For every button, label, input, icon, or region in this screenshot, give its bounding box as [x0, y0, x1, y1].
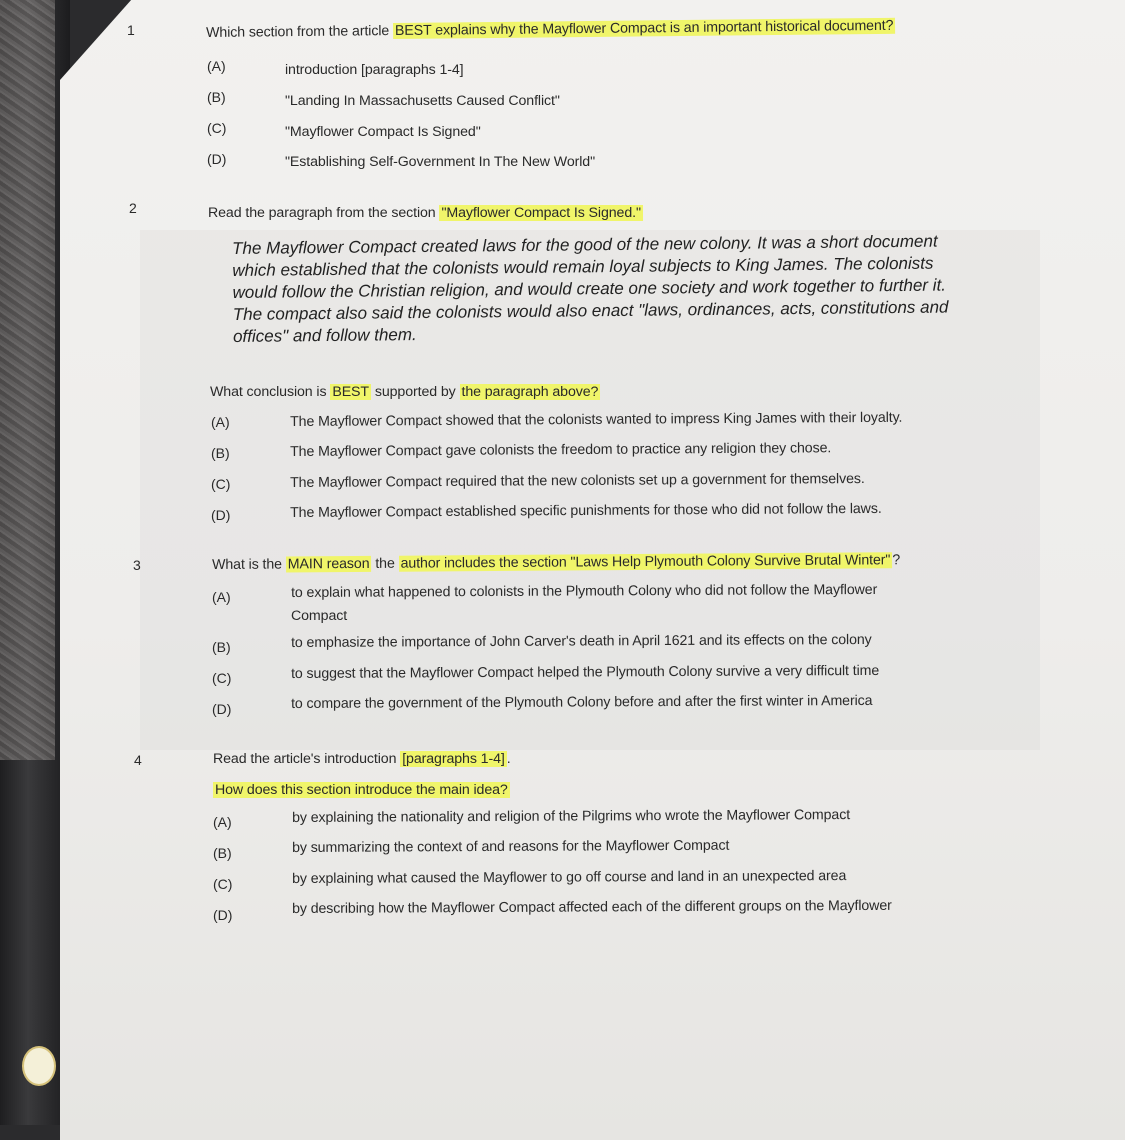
question-2-prompt	[210, 384, 600, 400]
highlighted-text: MAIN reason	[287, 555, 370, 573]
option-label: (C)	[211, 476, 231, 492]
question-2-intro	[208, 205, 643, 221]
question-number: 1	[127, 22, 135, 38]
option-label: (B)	[212, 639, 231, 655]
option-label: (C)	[212, 670, 232, 686]
question-number: 2	[129, 200, 137, 216]
highlighted-text: BEST	[332, 384, 369, 400]
option-text: by describing how the Mayflower Compact affected each of the different groups on the Mayflower	[292, 897, 892, 917]
option-text: The Mayflower Compact required that the new colonists set up a government for themselves.	[290, 470, 865, 491]
option-label: (D)	[207, 151, 227, 167]
option-label: (A)	[212, 589, 231, 605]
passage-line: which established that the colonists would remain loyal subjects to King James. The colonists	[232, 253, 934, 280]
option-label: (A)	[213, 814, 232, 830]
highlighted-text: the paragraph above?	[461, 384, 599, 400]
option-label: (C)	[207, 120, 227, 136]
passage-line: offices" and follow them.	[232, 325, 417, 346]
option-text-continued: Compact	[291, 608, 348, 624]
option-label: (B)	[211, 445, 230, 461]
intro-text: .	[506, 751, 511, 767]
highlighted-text: BEST explains why the Mayflower Compact is an important historical document?	[394, 17, 894, 40]
option-text: The Mayflower Compact established specific punishments for those who did not follow the laws.	[290, 500, 882, 521]
prompt-text: What is the	[212, 556, 286, 573]
passage-line: would follow the Christian religion, and would create one society and work together to further it.	[232, 275, 947, 302]
option-text: by explaining the nationality and religion of the Pilgrims who wrote the Mayflower Compact	[292, 807, 851, 826]
option-text: "Establishing Self-Government In The New World"	[285, 154, 596, 170]
option-text: introduction [paragraphs 1-4]	[285, 62, 464, 78]
option-text: to suggest that the Mayflower Compact helped the Plymouth Colony survive a very difficult time	[291, 662, 880, 682]
option-text: "Mayflower Compact Is Signed"	[285, 124, 481, 140]
option-label: (B)	[207, 89, 226, 105]
prompt-text: ?	[892, 552, 901, 569]
highlighted-text: author includes the section "Laws Help Plymouth Colony Survive Brutal Winter"	[400, 552, 891, 572]
highlighted-text: "Mayflower Compact Is Signed."	[441, 205, 641, 221]
passage-excerpt	[232, 230, 1003, 348]
prompt-text: the	[371, 555, 399, 572]
option-text: to compare the government of the Plymouth Colony before and after the first winter in America	[291, 692, 873, 712]
option-text: The Mayflower Compact showed that the colonists wanted to impress King James with their loyalty.	[290, 409, 903, 430]
option-text: The Mayflower Compact gave colonists the freedom to practice any religion they chose.	[290, 440, 832, 460]
prompt-text: Which section from the article	[206, 23, 394, 41]
option-label: (B)	[213, 845, 232, 861]
option-label: (A)	[211, 414, 230, 430]
question-number: 4	[134, 752, 142, 768]
question-4-prompt	[213, 782, 510, 798]
option-label: (C)	[213, 876, 233, 892]
prompt-text: supported by	[370, 384, 460, 400]
question-4-intro	[213, 751, 511, 767]
highlighted-text: [paragraphs 1-4]	[402, 751, 505, 767]
intro-text: Read the paragraph from the section	[208, 205, 440, 221]
option-text: by explaining what caused the Mayflower to go off course and land in an unexpected area	[292, 868, 847, 887]
binder-clip	[22, 1046, 56, 1086]
option-text: by summarizing the context of and reasons for the Mayflower Compact	[292, 837, 730, 856]
passage-line: The Mayflower Compact created laws for the good of the new colony. It was a short document	[232, 231, 938, 258]
option-label: (D)	[211, 507, 231, 523]
highlighted-text: How does this section introduce the main idea?	[215, 782, 508, 798]
option-label: (A)	[207, 58, 226, 74]
intro-text: Read the article's introduction	[213, 751, 401, 767]
prompt-text: What conclusion is	[210, 384, 331, 400]
option-label: (D)	[212, 701, 232, 717]
option-label: (D)	[213, 907, 233, 923]
option-text: to explain what happened to colonists in the Plymouth Colony who did not follow the Mayflower	[291, 581, 878, 601]
fabric-background	[0, 0, 55, 760]
question-number: 3	[133, 557, 141, 573]
passage-line: The compact also said the colonists would also enact "laws, ordinances, acts, constitutions and	[232, 297, 949, 324]
option-text: "Landing In Massachusetts Caused Conflict"	[285, 93, 560, 109]
option-text: to emphasize the importance of John Carver's death in April 1621 and its effects on the colony	[291, 631, 872, 651]
